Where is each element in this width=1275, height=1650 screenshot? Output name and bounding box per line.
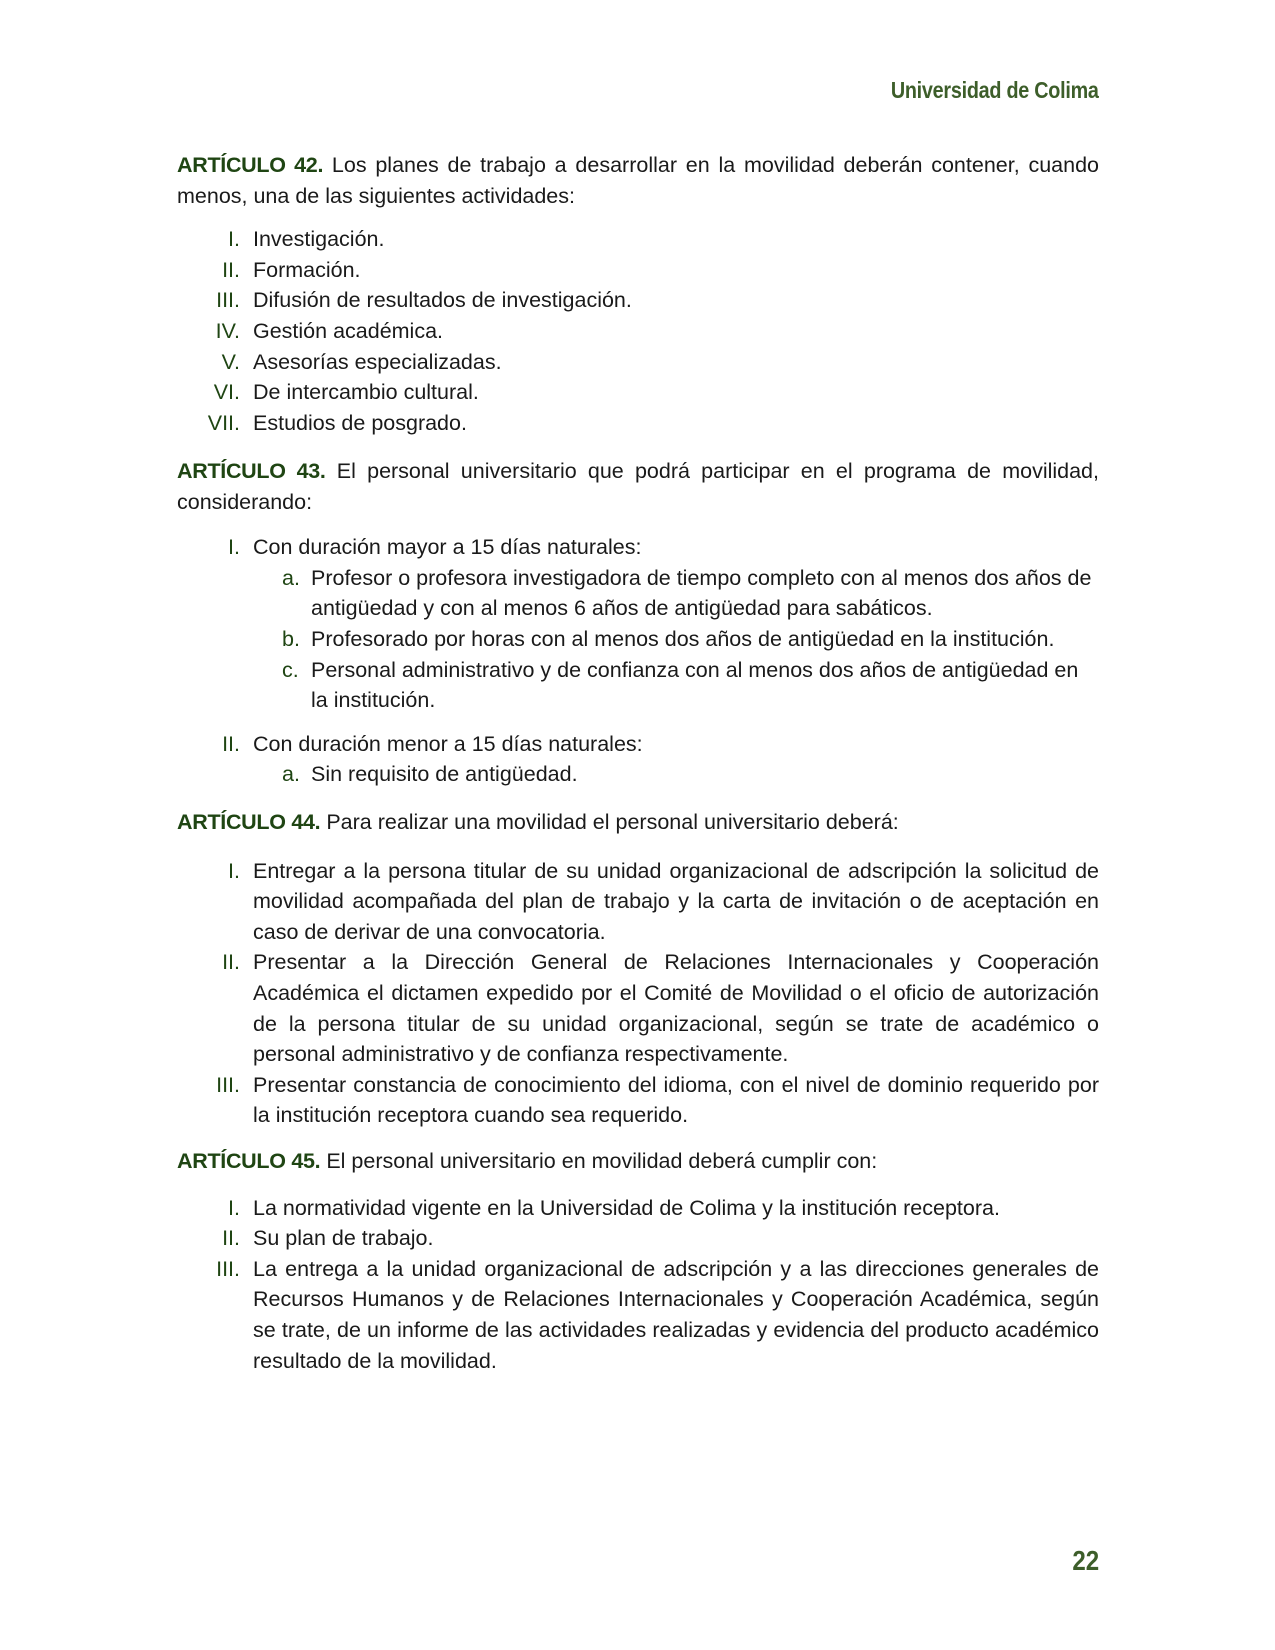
article-text: El personal universitario en movilidad deberá cumplir con: [320, 1149, 878, 1173]
roman-numeral: I. [228, 535, 240, 560]
list-item [177, 1193, 1099, 1224]
list-item [177, 224, 1099, 255]
sub-list-item [177, 759, 1099, 790]
article-text: Para realizar una movilidad el personal universitario deberá: [320, 810, 899, 834]
list-item-text: Asesorías especializadas. [253, 349, 502, 374]
list-item-text: Su plan de trabajo. [253, 1226, 434, 1251]
list-item-text: Con duración mayor a 15 días naturales: [253, 535, 642, 560]
list-item [177, 347, 1099, 378]
list-item-text: Investigación. [253, 227, 385, 252]
list-item-text: Formación. [253, 257, 361, 282]
requirements-list [177, 856, 1099, 1131]
list-item [177, 285, 1099, 316]
list-item-text: Estudios de posgrado. [253, 410, 467, 435]
roman-numeral: V. [221, 349, 240, 374]
roman-numeral: III. [216, 1072, 240, 1097]
letter-marker: b. [282, 626, 300, 651]
obligations-list [177, 1193, 1099, 1377]
roman-numeral: I. [228, 227, 240, 252]
list-item [177, 255, 1099, 286]
roman-numeral: I. [228, 858, 240, 883]
article-paragraph [177, 150, 1099, 211]
article-paragraph [177, 456, 1099, 517]
article-text: Los planes de trabajo a desarrollar en la movilidad deberán contener, cuando menos, una de las siguientes actividades: [177, 153, 1099, 208]
article-45 [177, 1146, 1099, 1376]
article-paragraph [177, 1146, 1099, 1177]
sub-item-text: Personal administrativo y de confianza con al menos dos años de antigüedad en la institución. [311, 657, 1079, 713]
page-number: 22 [1072, 1545, 1099, 1576]
roman-numeral: II. [222, 1226, 240, 1251]
list-item [177, 1223, 1099, 1254]
list-item-text: La entrega a la unidad organizacional de adscripción y a las direcciones generales de Recursos Humanos y de Relaciones Internacionales y Cooperación Académica, según se trate, de un informe de las actividades realizadas y evidencia del producto académico resultado de la movilidad. [253, 1256, 1099, 1373]
article-paragraph [177, 807, 1099, 838]
list-item-text: Difusión de resultados de investigación. [253, 288, 632, 313]
list-item [177, 316, 1099, 347]
list-item-text: Presentar a la Dirección General de Relaciones Internacionales y Cooperación Académica el dictamen expedido por el Comité de Movilidad o el oficio de autorización de la persona titular de su unidad organizacional, según se trate de académico o personal administrativo y de confianza respectivamente. [253, 950, 1099, 1067]
sub-item-text: Profesorado por horas con al menos dos años de antigüedad en la institución. [311, 626, 1055, 651]
list-item-text: De intercambio cultural. [253, 380, 479, 405]
participation-list [177, 532, 1099, 790]
article-label: ARTÍCULO 44. [177, 810, 321, 834]
list-item-text: Presentar constancia de conocimiento del idioma, con el nivel de dominio requerido por la institución receptora cuando sea requerido. [253, 1072, 1099, 1128]
roman-numeral: II. [222, 950, 240, 975]
roman-numeral: III. [216, 288, 240, 313]
list-item [177, 1070, 1099, 1131]
list-item-text: Entregar a la persona titular de su unidad organizacional de adscripción la solicitud de movilidad acompañada del plan de trabajo y la carta de invitación o de aceptación en caso de derivar de una convocatoria. [253, 858, 1099, 944]
sub-item-text: Profesor o profesora investigadora de tiempo completo con al menos dos años de antigüedad y con al menos 6 años de antigüedad para sabáticos. [311, 565, 1092, 621]
roman-numeral: IV. [215, 318, 240, 343]
article-43 [177, 456, 1099, 790]
roman-numeral: III. [216, 1256, 240, 1281]
list-item [177, 947, 1099, 1069]
article-42 [177, 150, 1099, 438]
article-label: ARTÍCULO 43. [177, 459, 326, 483]
list-item-text: Gestión académica. [253, 318, 444, 343]
roman-numeral: II. [222, 257, 240, 282]
list-item [177, 532, 1099, 716]
running-header: Universidad de Colima [891, 77, 1099, 103]
roman-numeral: II. [222, 731, 240, 756]
list-item [177, 856, 1099, 948]
article-text: El personal universitario que podrá participar en el programa de movilidad, considerando: [177, 459, 1099, 514]
article-44 [177, 807, 1099, 1131]
sub-list [177, 563, 1099, 716]
article-label: ARTÍCULO 42. [177, 153, 324, 177]
roman-numeral: VI. [213, 380, 240, 405]
sub-list-item [177, 563, 1099, 624]
roman-numeral: I. [228, 1195, 240, 1220]
letter-marker: a. [282, 762, 300, 787]
list-item [177, 1254, 1099, 1376]
sub-item-text: Sin requisito de antigüedad. [311, 762, 578, 787]
list-item [177, 377, 1099, 408]
activity-list [177, 224, 1099, 438]
list-item-text: La normatividad vigente en la Universidad de Colima y la institución receptora. [253, 1195, 1000, 1220]
sub-list [177, 759, 1099, 790]
roman-numeral: VII. [207, 410, 240, 435]
letter-marker: c. [282, 657, 299, 682]
list-item-text: Con duración menor a 15 días naturales: [253, 731, 643, 756]
sub-list-item [177, 655, 1099, 716]
letter-marker: a. [282, 565, 300, 590]
sub-list-item [177, 624, 1099, 655]
article-label: ARTÍCULO 45. [177, 1149, 321, 1173]
list-item [177, 729, 1099, 790]
list-item [177, 408, 1099, 439]
